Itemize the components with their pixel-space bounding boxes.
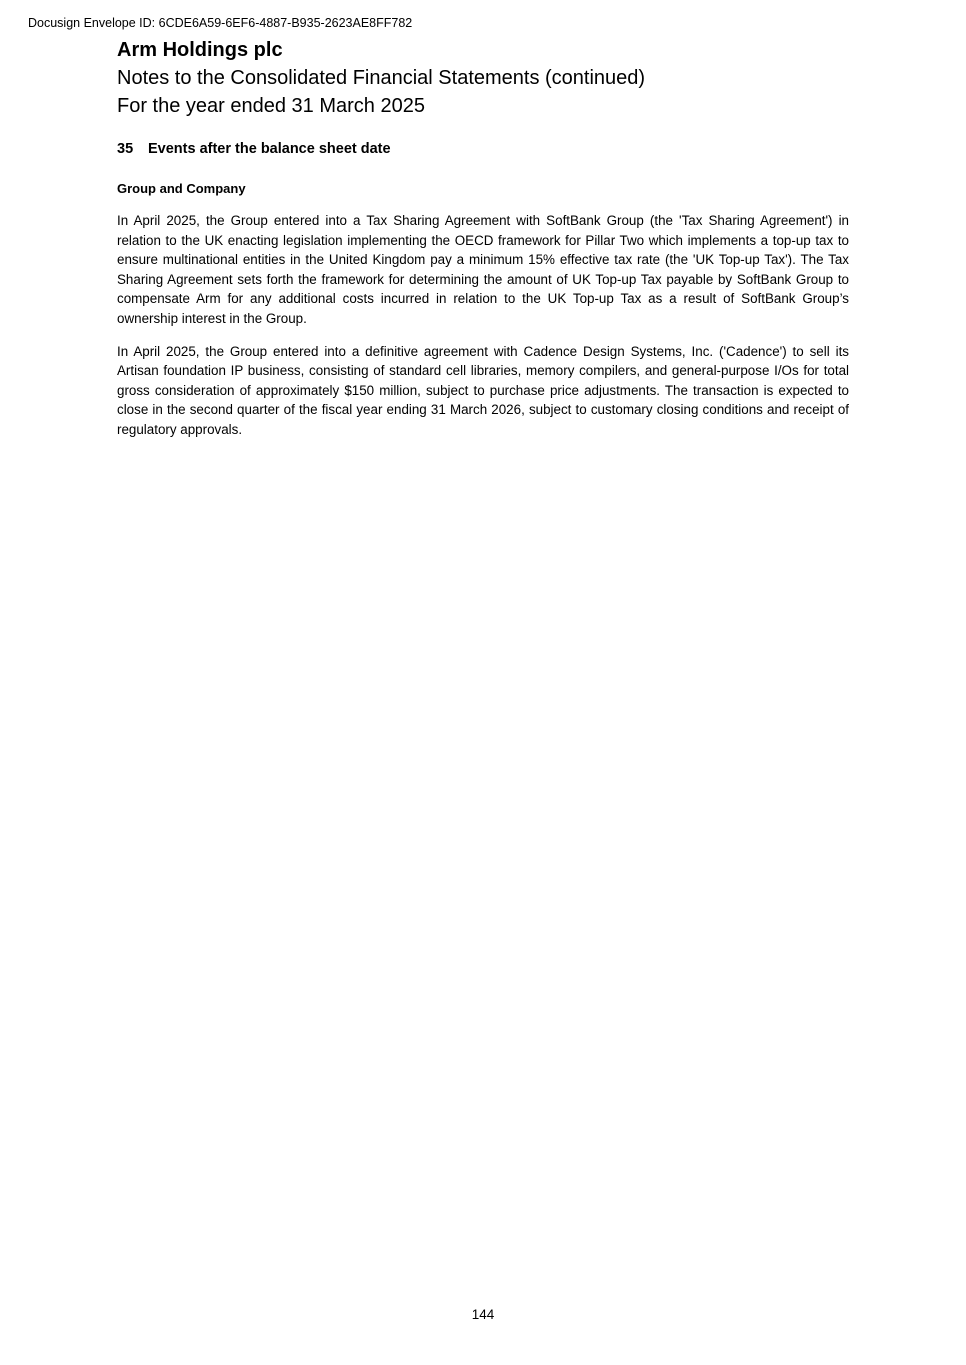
section-subheading: Group and Company bbox=[117, 181, 246, 196]
section-heading bbox=[117, 139, 849, 159]
page-content bbox=[117, 36, 849, 440]
company-name: Arm Holdings plc bbox=[117, 39, 283, 61]
paragraph-tax-sharing: In April 2025, the Group entered into a Tax Sharing Agreement with SoftBank Group (the 'Tax Sharing Agreement') in relation to the UK enacting legislation implementing the OECD framework for Pillar Two which implements a top-up tax to ensure multinational entities in the United Kingdom pay a minimum 15% effective tax rate (the 'UK Top-up Tax'). The Tax Sharing Agreement sets forth the framework for determining the amount of UK Top-up Tax payable by SoftBank Group to compensate Arm for any additional costs incurred in relation to the UK Top-up Tax as a result of SoftBank Group’s ownership interest in the Group. bbox=[117, 213, 849, 326]
page-number: 144 bbox=[471, 1307, 495, 1322]
section-number: 35 bbox=[117, 141, 134, 157]
paragraph-cadence-sale: In April 2025, the Group entered into a definitive agreement with Cadence Design Systems, Inc. ('Cadence') to sell its Artisan foundation IP business, consisting of standard cell libraries, memory compilers, and general-purpose I/Os for total gross consideration of approximately $150 million, subject to purchase price adjustments. The transaction is expected to close in the second quarter of the fiscal year ending 31 March 2026, subject to customary closing conditions and receipt of regulatory approvals. bbox=[117, 343, 849, 437]
period-line: For the year ended 31 March 2025 bbox=[117, 95, 425, 117]
envelope-id: Docusign Envelope ID: 6CDE6A59-6EF6-4887-B935-2623AE8FF782 bbox=[28, 16, 413, 30]
document-title: Notes to the Consolidated Financial Statements (continued) bbox=[117, 67, 646, 89]
section-title: Events after the balance sheet date bbox=[148, 141, 391, 157]
